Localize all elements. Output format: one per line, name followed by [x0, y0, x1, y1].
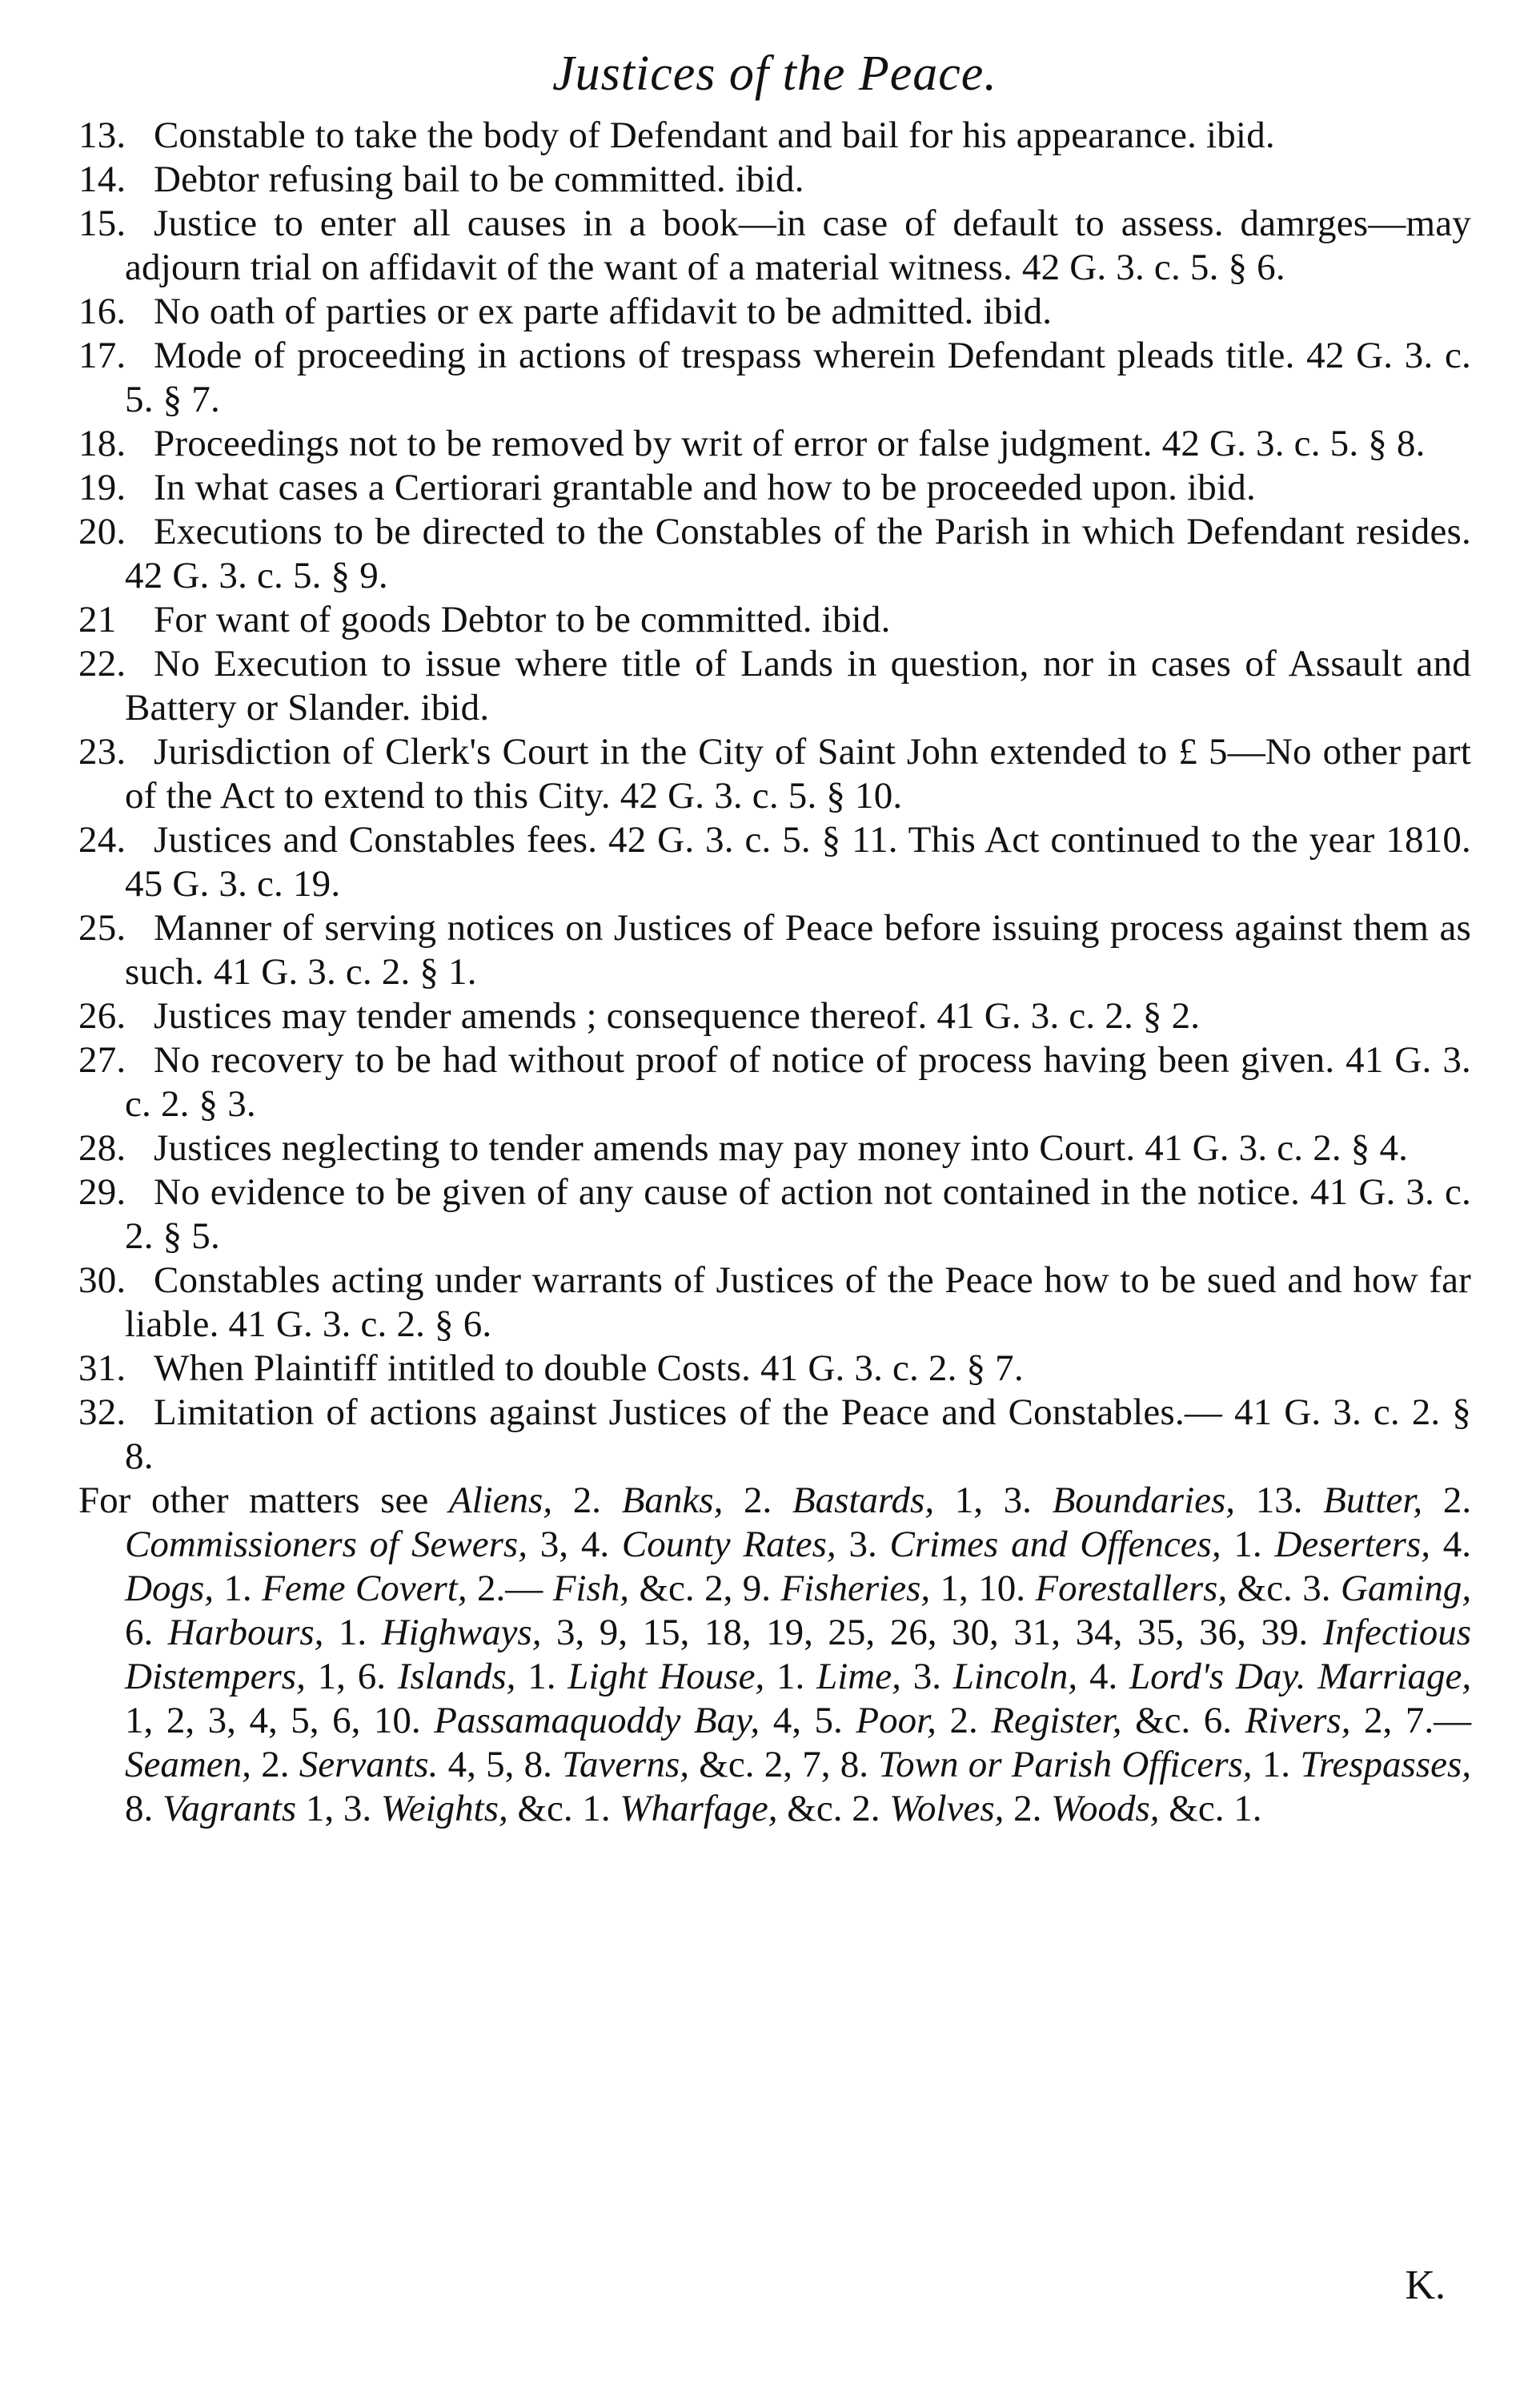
cross-reference-title: Butter,	[1323, 1480, 1423, 1521]
cross-reference-sections: 8.	[125, 1788, 154, 1829]
entry-item	[78, 1170, 1471, 1259]
cross-reference-title: Seamen,	[125, 1744, 251, 1785]
entry-number: 26.	[78, 995, 126, 1037]
entry-item	[78, 1259, 1471, 1347]
cross-reference-title: Harbours,	[167, 1612, 324, 1653]
entry-item	[78, 422, 1471, 466]
entry-number: 16.	[78, 291, 126, 332]
cross-reference-title: Islands,	[397, 1656, 516, 1697]
entry-number: 15.	[78, 203, 126, 244]
entry-text: Constable to take the body of Defendant and bail for his appearance. ibid.	[154, 114, 1275, 156]
cross-reference-sections: 6.	[125, 1612, 154, 1653]
cross-reference-title: Feme Covert,	[262, 1568, 467, 1609]
entry-text: Manner of serving notices on Justices of Peace before issuing process against them as such. 41 G. 3. c. 2. § 1.	[125, 907, 1471, 993]
cross-reference-sections: 1.	[527, 1656, 556, 1697]
cross-reference-sections: 1, 3.	[305, 1788, 372, 1829]
entry-number: 18.	[78, 423, 126, 464]
entry-item	[78, 158, 1471, 202]
entry-text: For want of goods Debtor to be committed. ibid.	[154, 599, 891, 640]
entry-text: Executions to be directed to the Constables of the Parish in which Defendant resides. 42 G. 3. c. 5. § 9.	[125, 511, 1471, 596]
cross-reference-title: Lincoln,	[952, 1656, 1078, 1697]
cross-reference-title: Trespasses,	[1300, 1744, 1472, 1785]
entry-text: When Plaintiff intitled to double Costs. 41 G. 3. c. 2. § 7.	[154, 1347, 1024, 1389]
cross-reference-sections: 13.	[1255, 1480, 1303, 1521]
cross-reference-sections: 4, 5.	[772, 1700, 843, 1741]
cross-reference-title: Boundaries,	[1052, 1480, 1236, 1521]
cross-reference-title: Fish,	[552, 1568, 630, 1609]
cross-reference-title: Infectious Distempers,	[125, 1612, 1472, 1697]
entry-number: 17.	[78, 335, 126, 376]
see-also-lead: For other matters see	[78, 1480, 429, 1521]
cross-reference-title: Dogs,	[125, 1568, 214, 1609]
cross-reference-sections: 1, 10.	[940, 1568, 1025, 1609]
cross-reference-sections: 3.	[912, 1656, 941, 1697]
cross-reference-sections: 1.	[1261, 1744, 1291, 1785]
cross-reference-sections: 2, 7.—	[1364, 1700, 1472, 1741]
entry-item	[78, 1347, 1471, 1391]
cross-reference-sections: 2.	[261, 1744, 290, 1785]
entry-text: No oath of parties or ex parte affidavit to be admitted. ibid.	[154, 291, 1053, 332]
cross-reference-title: Rivers,	[1245, 1700, 1351, 1741]
entry-text: Justices may tender amends ; consequence thereof. 41 G. 3. c. 2. § 2.	[154, 995, 1201, 1037]
cross-reference-title: Woods,	[1051, 1788, 1160, 1829]
cross-reference-title: Crimes and Offences,	[889, 1524, 1221, 1565]
entry-number: 28.	[78, 1127, 126, 1169]
entry-text: In what cases a Certiorari grantable and how to be proceeded upon. ibid.	[154, 467, 1256, 508]
cross-reference-sections: &c. 2, 7, 8.	[699, 1744, 868, 1785]
cross-reference-title: Banks,	[621, 1480, 724, 1521]
cross-reference-title: County Rates,	[621, 1524, 836, 1565]
cross-reference-sections: 2.	[1013, 1788, 1042, 1829]
cross-reference-sections: 2.	[572, 1480, 602, 1521]
cross-reference-title: Register,	[991, 1700, 1122, 1741]
cross-reference-title: Light House,	[567, 1656, 765, 1697]
cross-reference-sections: 1, 6.	[317, 1656, 386, 1697]
entry-item	[78, 1038, 1471, 1126]
entry-item	[78, 114, 1471, 158]
cross-reference-title: Servants.	[299, 1744, 439, 1785]
entry-number: 14.	[78, 159, 126, 200]
entry-item	[78, 994, 1471, 1038]
entry-text: No evidence to be given of any cause of action not contained in the notice. 41 G. 3. c. 2. § 5.	[125, 1171, 1471, 1257]
cross-reference-title: Commissioners of Sewers,	[125, 1524, 527, 1565]
cross-reference-title: Taverns,	[562, 1744, 690, 1785]
cross-reference-sections: 1.	[223, 1568, 252, 1609]
entry-number: 22.	[78, 643, 126, 685]
entry-item	[78, 290, 1471, 334]
cross-reference-sections: 1.	[338, 1612, 367, 1653]
cross-reference-title: Lime,	[816, 1656, 901, 1697]
signature-mark: K.	[1405, 2263, 1446, 2308]
cross-reference-title: Wolves,	[889, 1788, 1005, 1829]
entry-text: Justice to enter all causes in a book—in case of default to assess. damrges—may adjourn trial on affidavit of the want of a material witness. 42 G. 3. c. 5. § 6.	[125, 203, 1471, 288]
cross-reference-title: Forestallers,	[1035, 1568, 1228, 1609]
entry-text: Limitation of actions against Justices of the Peace and Constables.— 41 G. 3. c. 2. § 8.	[125, 1391, 1471, 1477]
cross-reference-sections: 1.	[1233, 1524, 1262, 1565]
cross-reference-sections: 2.	[949, 1700, 978, 1741]
entry-list	[78, 114, 1471, 1479]
entry-number: 31.	[78, 1347, 126, 1389]
entry-number: 30.	[78, 1259, 126, 1301]
cross-reference-sections: 1, 2, 3, 4, 5, 6, 10.	[125, 1700, 421, 1741]
cross-reference-sections: 4, 5, 8.	[447, 1744, 552, 1785]
entry-text: Debtor refusing bail to be committed. ibid.	[154, 159, 804, 200]
entry-number: 21	[78, 599, 117, 640]
entry-number: 20.	[78, 511, 126, 552]
cross-reference-title: Passamaquoddy Bay,	[434, 1700, 760, 1741]
entry-item	[78, 510, 1471, 598]
cross-reference-sections: 2.	[744, 1480, 772, 1521]
cross-reference-title: Fisheries,	[780, 1568, 931, 1609]
entry-item	[78, 642, 1471, 730]
entry-text: Constables acting under warrants of Justices of the Peace how to be sued and how far liable. 41 G. 3. c. 2. § 6.	[125, 1259, 1471, 1345]
entry-text: Justices neglecting to tender amends may pay money into Court. 41 G. 3. c. 2. § 4.	[154, 1127, 1409, 1169]
cross-reference-sections: &c. 6.	[1135, 1700, 1233, 1741]
cross-reference-title: Vagrants	[162, 1788, 297, 1829]
entry-text: Mode of proceeding in actions of trespass wherein Defendant pleads title. 42 G. 3. c. 5. § 7.	[125, 335, 1471, 420]
cross-reference-title: Town or Parish Officers,	[878, 1744, 1253, 1785]
entry-number: 19.	[78, 467, 126, 508]
cross-reference-sections: &c. 2, 9.	[639, 1568, 771, 1609]
entry-number: 13.	[78, 114, 126, 156]
running-head: Justices of the Peace.	[552, 46, 997, 101]
cross-reference-title: Highways,	[381, 1612, 542, 1653]
entry-item	[78, 598, 1471, 642]
entry-text: Jurisdiction of Clerk's Court in the City of Saint John extended to £ 5—No other part of the Act to extend to this City. 42 G. 3. c. 5. § 10.	[125, 731, 1471, 817]
book-page	[78, 42, 1471, 1831]
entry-item	[78, 1391, 1471, 1479]
cross-reference-sections: 2.—	[477, 1568, 543, 1609]
entry-text: Justices and Constables fees. 42 G. 3. c. 5. § 11. This Act continued to the year 1810. 45 G. 3. c. 19.	[125, 819, 1471, 905]
entry-item	[78, 202, 1471, 290]
entry-number: 29.	[78, 1171, 126, 1213]
cross-reference-title: Marriage,	[1317, 1656, 1472, 1697]
entry-number: 27.	[78, 1039, 126, 1081]
entry-number: 23.	[78, 731, 126, 773]
cross-reference-sections: &c. 1.	[517, 1788, 611, 1829]
cross-reference-title: Poor,	[856, 1700, 936, 1741]
cross-reference-title: Deserters,	[1274, 1524, 1430, 1565]
cross-reference-title: Aliens,	[448, 1480, 553, 1521]
cross-reference-sections: 3, 9, 15, 18, 19, 25, 26, 30, 31, 34, 35, 36, 39.	[556, 1612, 1309, 1653]
entry-number: 32.	[78, 1391, 126, 1433]
entry-item	[78, 1126, 1471, 1170]
entry-item	[78, 818, 1471, 906]
cross-reference-sections: &c. 2.	[787, 1788, 880, 1829]
cross-reference-sections: 3.	[848, 1524, 877, 1565]
cross-reference-sections: 4.	[1442, 1524, 1472, 1565]
entry-text: Proceedings not to be removed by writ of error or false judgment. 42 G. 3. c. 5. § 8.	[154, 423, 1426, 464]
entry-text: No Execution to issue where title of Lands in question, nor in cases of Assault and Battery or Slander. ibid.	[125, 643, 1471, 729]
cross-reference-sections: 1.	[776, 1656, 805, 1697]
cross-reference-sections: 3, 4.	[539, 1524, 610, 1565]
cross-reference-title: Wharfage,	[620, 1788, 778, 1829]
entry-item	[78, 466, 1471, 510]
entry-item	[78, 334, 1471, 422]
entry-number: 24.	[78, 819, 126, 861]
cross-reference-sections: &c. 1.	[1169, 1788, 1262, 1829]
cross-reference-sections: 4.	[1089, 1656, 1118, 1697]
cross-reference-title: Gaming,	[1340, 1568, 1472, 1609]
cross-reference-title: Weights,	[380, 1788, 508, 1829]
entry-text: No recovery to be had without proof of notice of process having been given. 41 G. 3. c. 2. § 3.	[125, 1039, 1471, 1125]
entry-item	[78, 730, 1471, 818]
cross-reference-sections: &c. 3.	[1237, 1568, 1331, 1609]
entry-number: 25.	[78, 907, 126, 949]
entry-item	[78, 906, 1471, 994]
cross-reference-sections: 2.	[1442, 1480, 1472, 1521]
see-also-paragraph	[78, 1479, 1471, 1831]
cross-reference-title: Lord's Day.	[1129, 1656, 1306, 1697]
cross-reference-title: Bastards,	[792, 1480, 935, 1521]
cross-reference-sections: 1, 3.	[954, 1480, 1032, 1521]
